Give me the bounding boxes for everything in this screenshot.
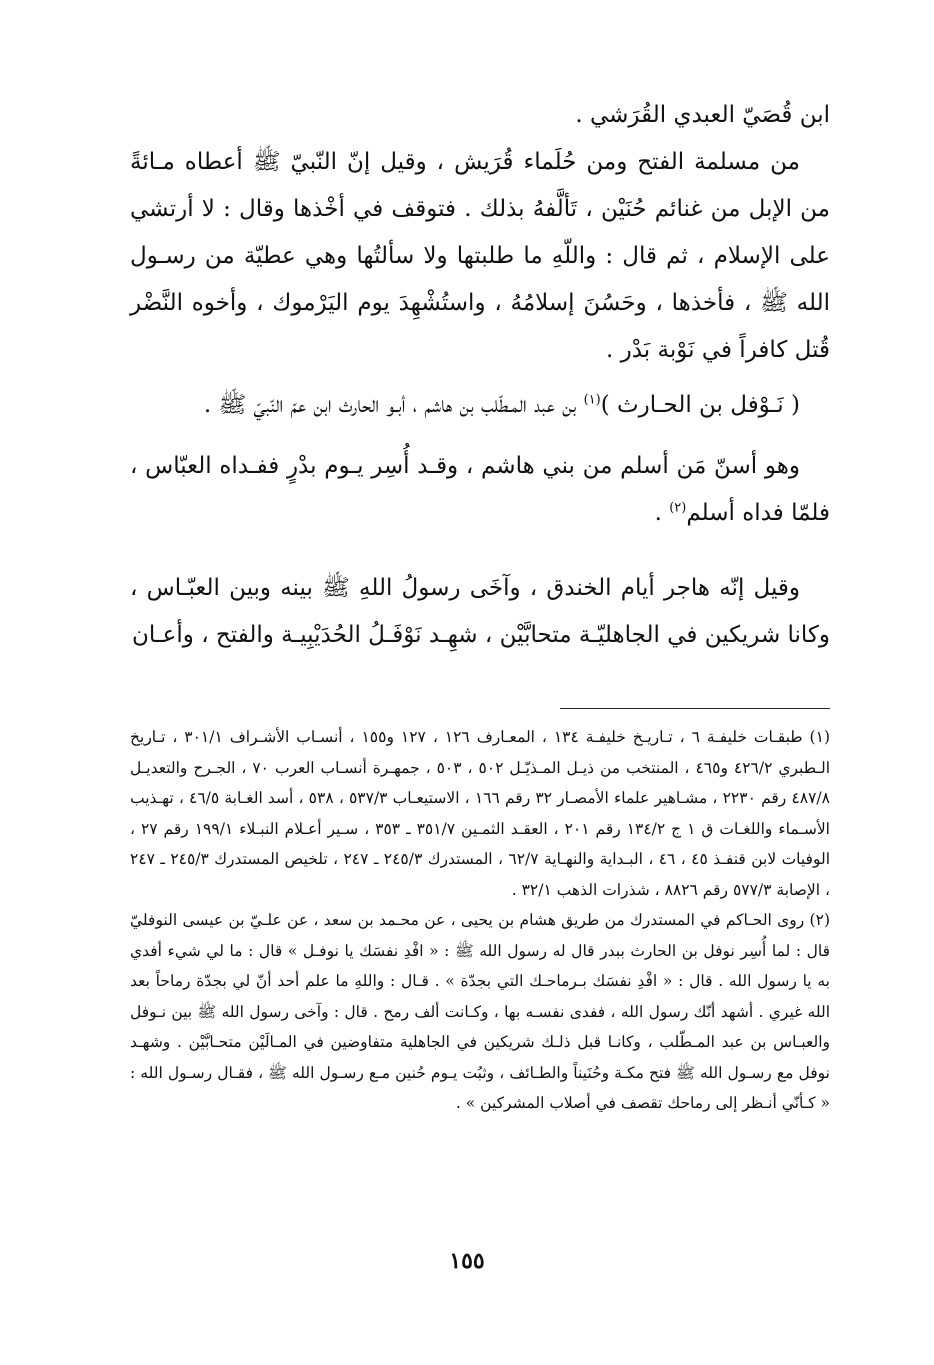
- footnote-separator: [560, 708, 830, 709]
- page-number: ١٥٥: [449, 1248, 485, 1274]
- entry-heading-rest: بن عبد المـطّلب بن هاشم ، أبـو الحارث ابن عمّ النّبيّ ﷺ .: [203, 392, 584, 418]
- paragraph-biography: من مسلمة الفتح ومن حُلَماء قُرَيش ، وقيل إنّ النّبيّ ﷺ أعطاه مـائةً من الإبل من غنائم حُنَيْن ، تَألَّفهُ بذلك . فتوقف في أخْذها وقال : لا أرتشي على الإسلام ، ثم قال : واللّهِ ما طلبتها ولا سألتُها وهي عطيّة من رسـول الله ﷺ ، فأخذها ، وحَسُنَ إسلامُهُ ، واستُشْهِدَ يوم اليَرْموك ، وأخوه النَّضْر قُتل كافراً في نَوْبة بَدْر .: [130, 149, 830, 363]
- footnote-2: (٢) روى الحـاكم في المستدرك من طريق هشام بن يحيى ، عن محـمد بن سعد ، عن علـيّ بن عيسى النوفليّ قال : لما أُسِر نوفل بن الحارث ببدر قال له رسول الله ﷺ : « افْدِ نفسَك يا نوفـل » قال : ما لي شيء أفدي به يا رسول الله . قال : « افْدِ نفسَك بـرماحـك التي بجدّة » . قـال : واللهِ ما علم أحد أنّ لي بجدّة رماحاً بعد الله غيري . أشهد أنّك رسول الله ، ففدى نفسـه بها ، وكـانت ألف رمح . قال : وآخى رسول الله ﷺ بين نـوفل والعبـاس بن عبد المـطّلب ، وكانـا قبل ذلـك شريكين في الجاهلية متفاوضين في المـالَيْن متحـابَّيْن . وشهـد نوفل مع رسـول الله ﷺ فتح مكـة وحُنَيناً والطـائف ، وثبُت يـوم حُنين مـع رسـول الله ﷺ ، فقـال رسـول الله : « كـأنّي أنـظر إلى رماحك تقصف في أصلاب المشركين » .: [130, 911, 830, 1112]
- entry-heading: ( نَـوْفل بن الحـارث ): [600, 392, 800, 418]
- footnote-ref-1: (١): [583, 392, 601, 408]
- footnotes: [130, 722, 830, 1119]
- footnote-ref-2: (٢): [669, 500, 687, 516]
- paragraph-conversion-end: .: [654, 500, 670, 526]
- main-text: [130, 92, 830, 659]
- footnote-1: (١) طبقـات خليفـة ٦ ، تـاريـخ خليفـة ١٣٤ ، المعـارف ١٢٦ ، ١٢٧ و١٥٥ ، أنسـاب الأشـراف ٣٠١/١ ، تـاريخ الـطبري ٤٢٦/٢ و٤٦٥ ، المنتخب من ذيـل المـذيّـل ٥٠٢ ، ٥٠٣ ، جمهـرة أنسـاب العرب ٧٠ ، الجـرح والتعديـل ٤٨٧/٨ رقم ٢٢٣٠ ، مشـاهير علماء الأمصـار ٣٢ رقم ١٦٦ ، الاستيعـاب ٥٣٧/٣ ، ٥٣٨ ، أسد الغـابة ٤٦/٥ ، تهـذيب الأسـماء واللغـات ق ١ ج ١٣٤/٢ رقم ٢٠١ ، العقـد الثمـين ٣٥١/٧ ـ ٣٥٣ ، سـير أعـلام النبـلاء ١٩٩/١ رقم ٢٧ ، الوفيات لابن قنفـذ ٤٥ ، ٤٦ ، البـداية والنهـاية ٦٢/٧ ، المستدرك ٢٤٥/٣ ـ ٢٤٧ ، تلخيص المستدرك ٢٤٥/٣ ـ ٢٤٧ ، الإصابة ٥٧٧/٣ رقم ٨٨٢٦ ، شذرات الذهب ٣٢/١ .: [130, 728, 831, 899]
- paragraph-conversion: [130, 443, 830, 537]
- paragraph-continuation: ابن قُصَيّ العبدي القُرَشي .: [575, 102, 830, 128]
- paragraph-migration: وقيل إنّه هاجر أيام الخندق ، وآخَى رسولُ اللهِ ﷺ بينه وبين العبّـاس ، وكانا شريكين في الجاهليّـة متحابَّيْن ، شهِـد نَوْفَـلُ الحُدَيْبِيـة والفتح ، وأعـان: [130, 575, 830, 648]
- paragraph-conversion-text: وهو أسنّ مَن أسلم من بني هاشم ، وقـد أُسِر يـوم بدْرٍ ففـداه العبّاس ، فلمّا فداه أسلم: [130, 453, 830, 526]
- entry-heading-paragraph: [130, 382, 830, 429]
